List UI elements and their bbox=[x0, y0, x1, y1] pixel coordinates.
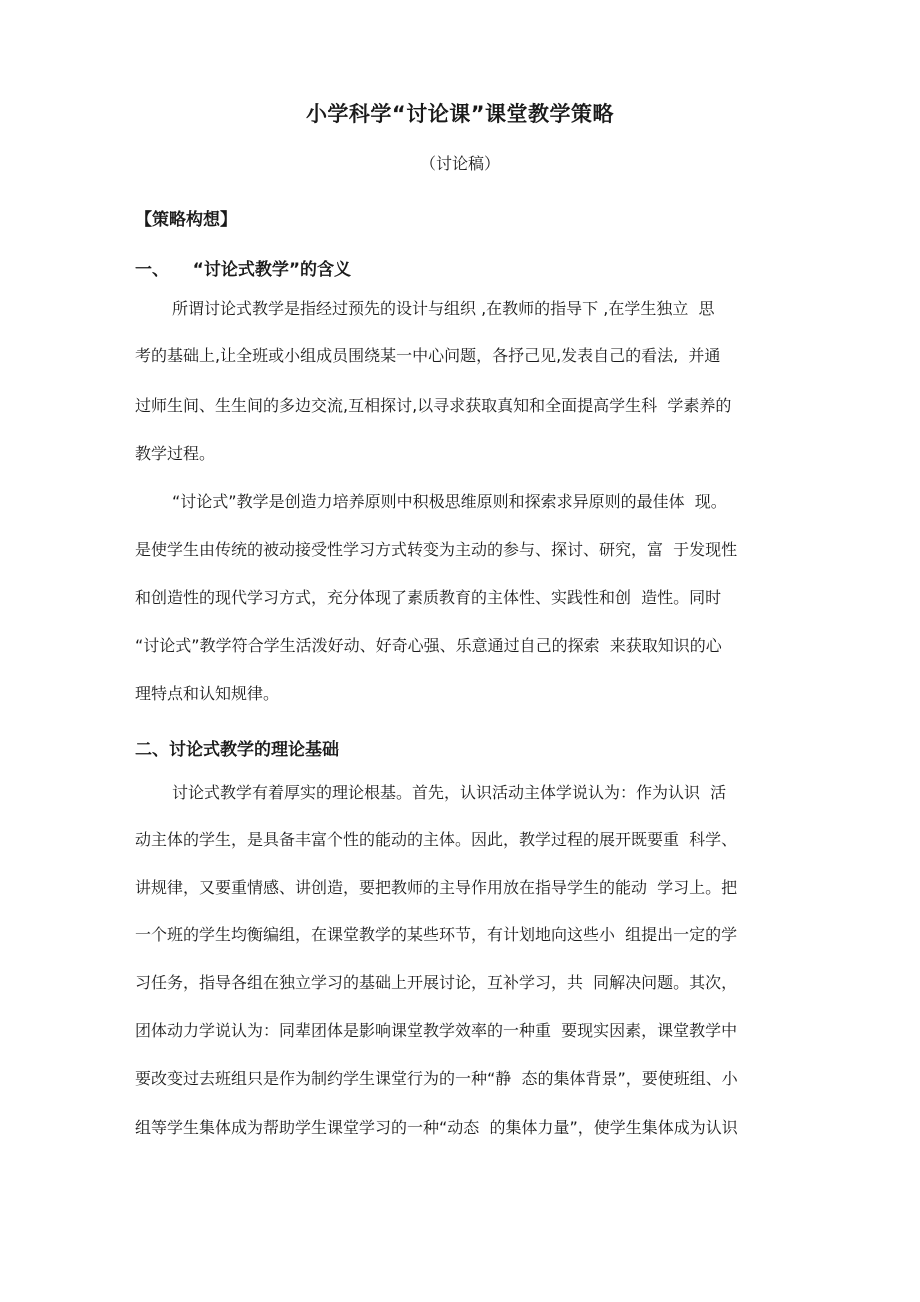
paragraph-line: 所谓讨论式教学是指经过预先的设计与组织 ,在教师的指导下 ,在学生独立 思 bbox=[172, 299, 715, 318]
paragraph-line: 习任务，指导各组在独立学习的基础上开展讨论，互补学习，共 同解决问题。其次， bbox=[135, 973, 738, 992]
paragraph-line: 考的基础上,让全班或小组成员围绕某一中心问题，各抒己见,发表自己的看法, 并通 bbox=[135, 346, 721, 365]
document-title: 小学科学“讨论课”课堂教学策略 bbox=[305, 102, 615, 126]
paragraph-line: 动主体的学生，是具备丰富个性的能动的主体。因此，教学过程的展开既要重 科学、 bbox=[135, 830, 738, 849]
paragraph-line: 是使学生由传统的被动接受性学习方式转变为主动的参与、探讨、研究，富 于发现性 bbox=[135, 540, 738, 559]
section1-heading: 一、 “讨论式教学”的含义 bbox=[135, 260, 352, 280]
section-main-heading: 【策略构想】 bbox=[135, 210, 237, 230]
paragraph-line: 教学过程。 bbox=[135, 444, 216, 463]
paragraph-line: “讨论式”教学符合学生活泼好动、好奇心强、乐意通过自己的探索 来获取知识的心 bbox=[135, 636, 722, 655]
document-subtitle: （讨论稿） bbox=[419, 154, 500, 173]
section2-heading: 二、讨论式教学的理论基础 bbox=[135, 740, 339, 760]
paragraph-line: 和创造性的现代学习方式，充分体现了素质教育的主体性、实践性和创 造性。同时 bbox=[135, 588, 722, 607]
paragraph-line: 团体动力学说认为：同辈团体是影响课堂教学效率的一种重 要现实因素，课堂教学中 bbox=[135, 1021, 738, 1040]
paragraph-line: 讨论式教学有着厚实的理论根基。首先，认识活动主体学说认为：作为认识 活 bbox=[172, 783, 727, 802]
paragraph-line: 要改变过去班组只是作为制约学生课堂行为的一种“静 态的集体背景”，要使班组、小 bbox=[135, 1069, 738, 1088]
paragraph-line: 过师生间、生生间的多边交流,互相探讨,以寻求获取真知和全面提高学生科 学素养的 bbox=[135, 396, 732, 415]
paragraph-line: “讨论式”教学是创造力培养原则中积极思维原则和探索求异原则的最佳体 现。 bbox=[172, 492, 727, 511]
paragraph-line: 组等学生集体成为帮助学生课堂学习的一种“动态 的集体力量”，使学生集体成为认识 bbox=[135, 1118, 738, 1137]
paragraph-line: 理特点和认知规律。 bbox=[135, 684, 280, 703]
paragraph-line: 一个班的学生均衡编组，在课堂教学的某些环节，有计划地向这些小 组提出一定的学 bbox=[135, 925, 738, 944]
paragraph-line: 讲规律，又要重情感、讲创造，要把教师的主导作用放在指导学生的能动 学习上。把 bbox=[135, 878, 738, 897]
